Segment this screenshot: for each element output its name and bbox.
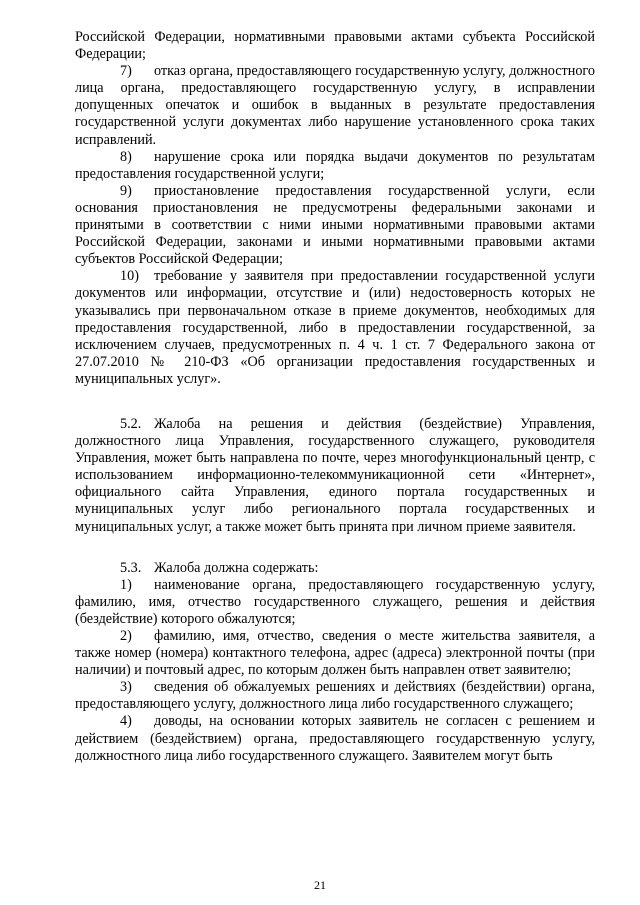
list-item-1 [75,577,595,628]
continuation-paragraph: Российской Федерации, нормативными правовыми актами субъекта Российской Федерации; [75,29,595,63]
item-text: требование у заявителя при предоставлении государственной услуги документов или информации, отсутствие и (или) недостоверность которых не указывались при первоначальном отказе в приеме документов, необходимых для предоставления государственной, либо в предоставлении государственной, за исключением случаев, предусмотренных п. 4 ч. 1 ст. 7 Федерального закона от 27.07.2010 № 210-ФЗ «Об организации предоставления государственных и муниципальных услуг». [75,268,595,387]
section-number: 5.3. [120,559,142,576]
page-content [75,29,595,765]
section-text: Жалоба на решения и действия (бездействие) Управления, должностного лица Управления, государственного служащего, руководителя Управления, может быть направлена по почте, через многофункциональный центр, с использованием информационно-телекоммуникационной сети «Интернет», официального сайта Управления, единого портала государственных и муниципальных услуг либо регионального портала государственных и муниципальных услуг, а также может быть принята при личном приеме заявителя. [75,415,595,535]
item-number: 2) [120,628,132,644]
item-text: приостановление предоставления государственной услуги, если основания приостановления не предусмотрены федеральными законами и принятыми в соответствии с ними иными нормативными правовыми актами Российской Федерации, законами и иными нормативными правовыми актами субъектов Российской Федерации; [75,182,595,268]
section-number: 5.2. [120,415,142,432]
item-text: фамилию, имя, отчество, сведения о месте жительства заявителя, а также номер (номера) контактного телефона, адрес (адреса) электронной почты (при наличии) и почтовый адрес, по которым должен быть направлен ответ заявителю; [75,628,595,679]
section-heading: Жалоба должна содержать: [154,559,319,576]
list-item-8 [75,149,595,183]
item-text: доводы, на основании которых заявитель не согласен с решением и действием (бездействием) органа, предоставляющего государственную услугу, должностного лица либо государственного служащего. Заявителем могут быть [75,713,595,764]
item-text: наименование органа, предоставляющего государственную услугу, фамилию, имя, отчество государственного служащего, решения и действия (бездействие) которого обжалуются; [75,576,595,627]
page-number: 21 [314,878,326,892]
item-number: 1) [120,576,132,593]
item-number: 3) [120,679,132,696]
item-text: сведения об обжалуемых решениях и действиях (бездействии) органа, предоставляющего услугу, должностного лица либо государственного служащего; [75,679,595,713]
section-5-2 [75,416,595,536]
list-item-7 [75,63,595,148]
list-item-4 [75,713,595,764]
list-item-2 [75,628,595,679]
item-number: 7) [120,63,132,80]
item-number: 8) [120,148,132,165]
item-number: 4) [120,713,132,730]
list-item-3 [75,679,595,713]
list-item-9 [75,183,595,268]
spacer [75,388,595,416]
spacer [75,536,595,560]
item-number: 9) [120,182,132,199]
list-item-10 [75,268,595,388]
item-text: нарушение срока или порядка выдачи документов по результатам предоставления государственной услуги; [75,148,595,182]
section-5-3-heading [75,560,595,577]
item-text: отказ органа, предоставляющего государственную услугу, должностного лица органа, предоставляющего государственную услугу, в исправлении допущенных опечаток и ошибок в выданных в результате предоставления государственной услуги документах либо нарушение установленного срока таких исправлений. [75,63,595,148]
item-number: 10) [120,268,139,285]
